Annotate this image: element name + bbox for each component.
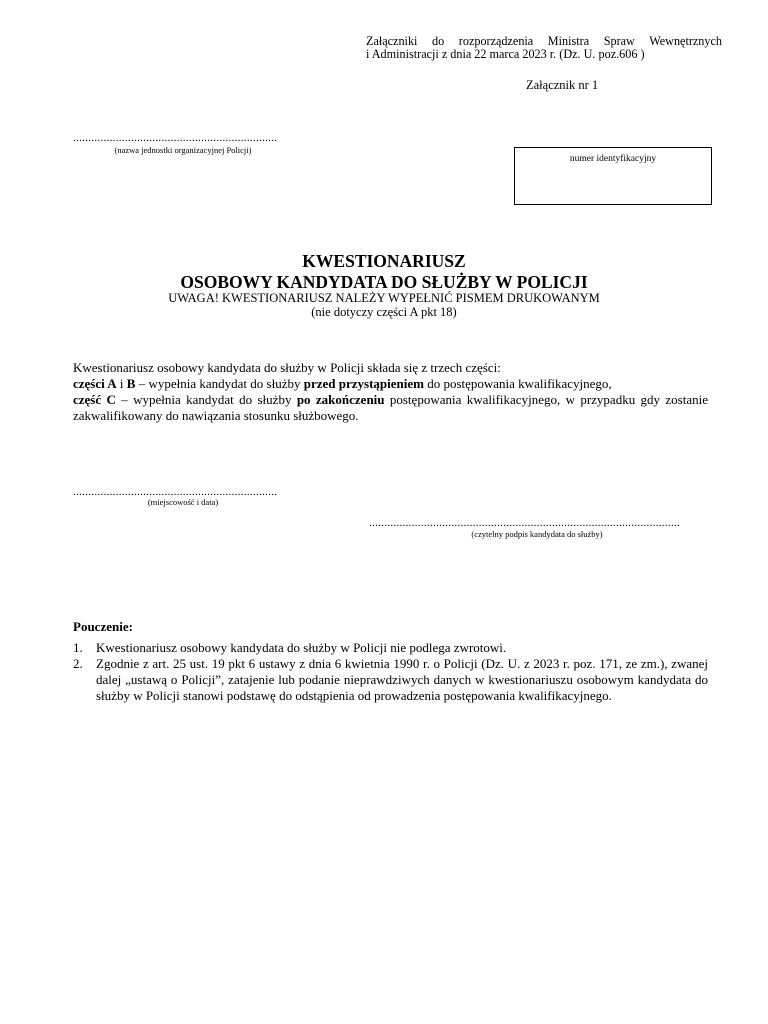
signature-caption: (czytelny podpis kandydata do służby) [471,529,603,539]
regulation-reference-line2: i Administracji z dnia 22 marca 2023 r. (Dz. U. poz.606 ) [366,47,645,61]
place-date-caption: (miejscowość i data) [147,497,219,507]
part-c-label: część C [73,392,116,407]
intro-paragraph [73,360,708,424]
document-subtitle: OSOBOWY KANDYDATA DO SŁUŻBY W POLICJI [180,272,588,292]
after-emphasis: po zakończeniu [296,392,385,407]
regulation-reference [366,35,722,61]
list-item [73,656,708,704]
regulation-reference-line1: Załączniki do rozporządzenia Ministra Spraw Wewnętrznych [366,34,722,48]
document-title: KWESTIONARIUSZ [302,251,466,271]
list-item-number: 2. [73,656,83,671]
list-item-text: Zgodnie z art. 25 ust. 19 pkt 6 ustawy z dnia 6 kwietnia 1990 r. o Policji (Dz. U. z 2023 r. poz. 171, ze zm.), zwanej dalej „ustawą o Policji”, zatajenie lub podanie nieprawdziwych danych w kwestionariuszu osobowym kandydata do służby w Policji stanowi podstawę do odstąpienia od prowadzenia postępowania kwalifikacyjnego. [96,656,708,703]
parts-a-label: części A [73,376,117,391]
instruction-list [73,640,708,704]
list-item-text: Kwestionariusz osobowy kandydata do służby w Policji nie podlega zwrotowi. [96,640,507,655]
instruction-heading: Pouczenie: [73,619,133,634]
and-text: i [116,376,127,391]
part-c-rest: postępowania kwalifikacyjnego, w przypadku gdy zostanie zakwalifikowany do nawiązania stosunku służbowego. [73,392,709,423]
parts-ab-text: – wypełnia kandydat do służby [135,376,304,391]
parts-ab-rest: do postępowania kwalifikacyjnego, [423,376,612,391]
annex-number: Załącznik nr 1 [526,78,599,92]
part-b-label: B [126,376,136,391]
before-emphasis: przed przystąpieniem [303,376,424,391]
part-c-line [73,392,708,424]
id-number-label: numer identyfikacyjny [569,154,657,164]
id-number-box[interactable] [514,147,712,205]
place-date-field[interactable]: ................................................................... [73,487,278,498]
signature-field[interactable]: ...................................................................................................... [369,518,681,529]
parts-ab-line [73,376,708,392]
unit-name-caption: (nazwa jednostki organizacyjnej Policji) [114,145,252,155]
unit-name-field[interactable]: ................................................................... [73,133,278,144]
list-item-number: 1. [73,640,83,655]
warning-note: (nie dotyczy części A pkt 18) [311,305,457,319]
fill-warning: UWAGA! KWESTIONARIUSZ NALEŻY WYPEŁNIĆ PISMEM DRUKOWANYM [168,291,600,305]
intro-line: Kwestionariusz osobowy kandydata do służby w Policji składa się z trzech części: [73,360,501,375]
part-c-text: – wypełnia kandydat do służby [115,392,297,407]
list-item [73,640,708,656]
